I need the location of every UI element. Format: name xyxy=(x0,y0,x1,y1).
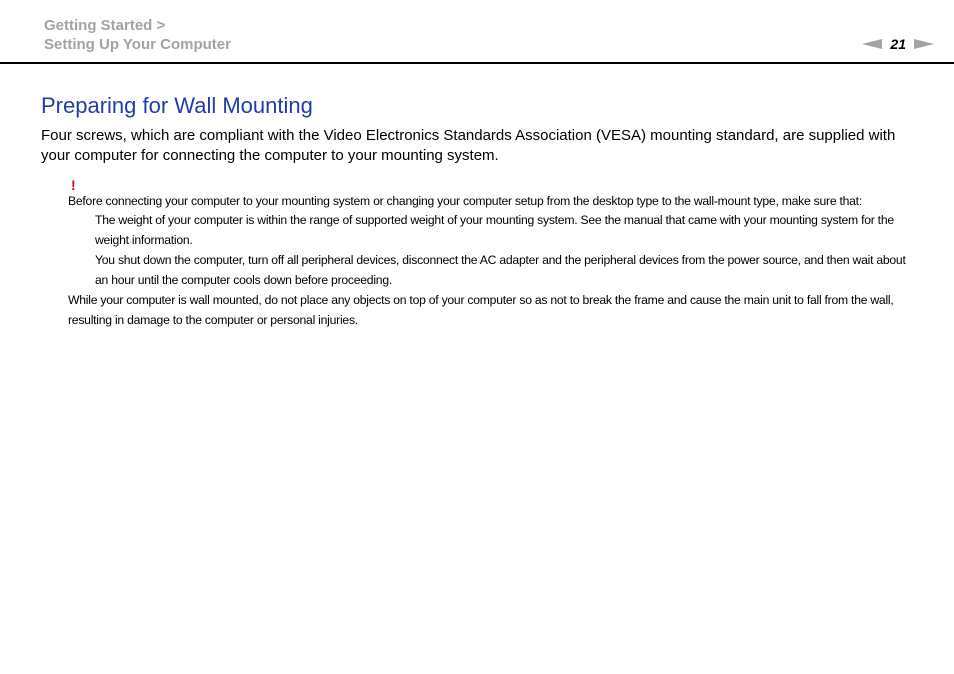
caution-item-weight: The weight of your computer is within the range of supported weight of your mounting system. See the manual that came with your mounting system for the weight information. xyxy=(95,213,894,247)
breadcrumb-parent[interactable]: Getting Started > xyxy=(44,17,166,34)
right-triangle-arrow-icon[interactable] xyxy=(914,39,934,49)
caution-lead-text: Before connecting your computer to your mounting system or changing your computer setup from the desktop type to the wall-mount type, make sure that: xyxy=(68,194,862,208)
intro-paragraph: Four screws, which are compliant with the Video Electronics Standards Association (VESA) mounting standard, are supplied with your computer for connecting the computer to your mounting system. xyxy=(41,127,896,164)
caution-item-shutdown: You shut down the computer, turn off all peripheral devices, disconnect the AC adapter and the peripheral devices from the power source, and then wait about an hour until the computer cools down before proceeding. xyxy=(95,253,906,287)
page-number: 21 xyxy=(890,36,906,52)
caution-closing-text: While your computer is wall mounted, do not place any objects on top of your computer so as not to break the frame and cause the main unit to fall from the wall, resulting in damage to the computer or personal injuries. xyxy=(68,293,894,327)
caution-notice xyxy=(68,178,916,330)
caution-marker-icon: ! xyxy=(71,177,76,193)
breadcrumb-current[interactable]: Setting Up Your Computer xyxy=(44,36,231,53)
page-navigator xyxy=(862,36,934,52)
section-title: Preparing for Wall Mounting xyxy=(41,93,313,118)
left-triangle-arrow-icon[interactable] xyxy=(862,39,882,49)
breadcrumb xyxy=(44,16,231,54)
header-divider xyxy=(0,62,954,64)
